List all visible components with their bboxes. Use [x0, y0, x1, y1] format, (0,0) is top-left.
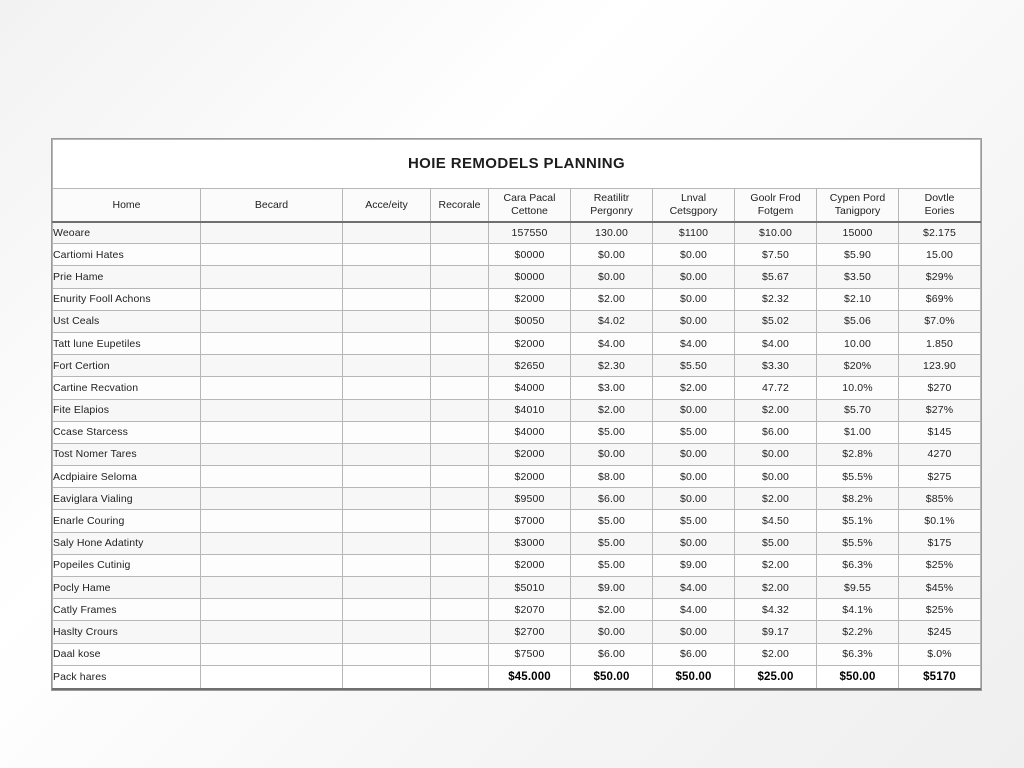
column-header-c4[interactable]	[735, 189, 817, 222]
cell-value[interactable]: $2.10	[817, 288, 899, 310]
column-header-row	[53, 189, 981, 222]
cell-value[interactable]: 10.0%	[817, 377, 899, 399]
cell-value[interactable]: $2.00	[571, 599, 653, 621]
cell-value[interactable]: $5170	[899, 665, 981, 689]
table-row[interactable]	[53, 288, 981, 310]
column-header-home[interactable]	[53, 189, 201, 222]
cell-value[interactable]: $4.00	[571, 332, 653, 354]
table-row[interactable]	[53, 443, 981, 465]
cell-value[interactable]: $2000	[489, 332, 571, 354]
column-header-c1[interactable]	[489, 189, 571, 222]
cell-value[interactable]: $0.00	[653, 488, 735, 510]
cell-value[interactable]: $5.02	[735, 310, 817, 332]
cell-value[interactable]: $2000	[489, 554, 571, 576]
cell-record[interactable]	[201, 510, 343, 532]
cell-value[interactable]: $5.00	[735, 532, 817, 554]
cell-value[interactable]: $4.00	[735, 332, 817, 354]
cell-accel[interactable]	[343, 488, 431, 510]
cell-value[interactable]: $6.00	[571, 488, 653, 510]
cell-record[interactable]	[201, 577, 343, 599]
cell-value[interactable]: $3.00	[571, 377, 653, 399]
cell-value[interactable]: $7000	[489, 510, 571, 532]
column-header-sublabel: Cettone	[511, 204, 548, 217]
cell-record[interactable]	[201, 665, 343, 689]
cell-value[interactable]: $8.2%	[817, 488, 899, 510]
cell-record[interactable]	[201, 266, 343, 288]
column-header-label: Lnval	[680, 192, 707, 205]
cell-value[interactable]: $0.00	[571, 443, 653, 465]
column-header-accel[interactable]	[343, 189, 431, 222]
cell-value[interactable]: $5.67	[735, 266, 817, 288]
row-label-cell[interactable]: Ccase Starcess	[53, 421, 201, 443]
table-row[interactable]	[53, 510, 981, 532]
cell-recor[interactable]	[431, 244, 489, 266]
cell-accel[interactable]	[343, 288, 431, 310]
table-row[interactable]	[53, 421, 981, 443]
column-header-c3[interactable]	[653, 189, 735, 222]
cell-value[interactable]: $6.3%	[817, 643, 899, 665]
cell-value[interactable]: $2000	[489, 466, 571, 488]
cell-value[interactable]: $2.00	[571, 399, 653, 421]
cell-value[interactable]: $2000	[489, 288, 571, 310]
cell-value[interactable]: $25%	[899, 599, 981, 621]
table-row[interactable]	[53, 399, 981, 421]
column-header-label: Acce/eity	[365, 198, 408, 211]
cell-value[interactable]: $0.00	[653, 443, 735, 465]
cell-value[interactable]: $9.00	[653, 554, 735, 576]
cell-value[interactable]: $0.00	[653, 310, 735, 332]
cell-value[interactable]: $29%	[899, 266, 981, 288]
cell-record[interactable]	[201, 599, 343, 621]
cell-record[interactable]	[201, 222, 343, 244]
cell-value[interactable]: $4000	[489, 377, 571, 399]
cell-record[interactable]	[201, 377, 343, 399]
cell-value[interactable]: $0.00	[653, 466, 735, 488]
cell-accel[interactable]	[343, 554, 431, 576]
cell-accel[interactable]	[343, 532, 431, 554]
cell-value[interactable]: $9.00	[571, 577, 653, 599]
cell-accel[interactable]	[343, 244, 431, 266]
page-title: HOIE REMODELS PLANNING	[407, 155, 626, 172]
cell-value[interactable]: $5010	[489, 577, 571, 599]
cell-value[interactable]: $25%	[899, 554, 981, 576]
cell-record[interactable]	[201, 466, 343, 488]
cell-accel[interactable]	[343, 399, 431, 421]
cell-record[interactable]	[201, 554, 343, 576]
cell-value[interactable]: $4.50	[735, 510, 817, 532]
column-header-record[interactable]	[201, 189, 343, 222]
column-header-label: Dovtle	[924, 192, 955, 205]
cell-value[interactable]: $2000	[489, 443, 571, 465]
cell-value[interactable]: $.0%	[899, 643, 981, 665]
cell-value[interactable]: $270	[899, 377, 981, 399]
cell-accel[interactable]	[343, 222, 431, 244]
cell-accel[interactable]	[343, 665, 431, 689]
cell-record[interactable]	[201, 244, 343, 266]
row-label-cell[interactable]: Weoare	[53, 222, 201, 244]
row-label-cell[interactable]: Catly Frames	[53, 599, 201, 621]
cell-value[interactable]: $5.5%	[817, 466, 899, 488]
cell-accel[interactable]	[343, 643, 431, 665]
cell-value[interactable]: $4.00	[653, 599, 735, 621]
cell-recor[interactable]	[431, 643, 489, 665]
column-header-label: Reatilitr	[593, 192, 630, 205]
cell-value[interactable]: $4010	[489, 399, 571, 421]
table-row[interactable]	[53, 332, 981, 354]
column-header-label: Cypen Pord	[829, 192, 886, 205]
cell-value[interactable]: $69%	[899, 288, 981, 310]
cell-value[interactable]: $2.175	[899, 222, 981, 244]
cell-value[interactable]: $50.00	[571, 665, 653, 689]
table-row[interactable]	[53, 621, 981, 643]
cell-recor[interactable]	[431, 665, 489, 689]
cell-recor[interactable]	[431, 554, 489, 576]
cell-recor[interactable]	[431, 332, 489, 354]
cell-value[interactable]: 47.72	[735, 377, 817, 399]
table-row[interactable]	[53, 554, 981, 576]
cell-value[interactable]: $0.00	[735, 443, 817, 465]
table-row[interactable]	[53, 599, 981, 621]
cell-accel[interactable]	[343, 355, 431, 377]
column-header-label: Becard	[254, 198, 289, 211]
column-header-sublabel: Pergonry	[590, 204, 633, 217]
row-label-cell[interactable]: Tost Nomer Tares	[53, 443, 201, 465]
cell-recor[interactable]	[431, 488, 489, 510]
cell-accel[interactable]	[343, 443, 431, 465]
row-label-cell[interactable]: Tatt lune Eupetiles	[53, 332, 201, 354]
cell-value[interactable]: $4.00	[653, 332, 735, 354]
row-label-cell[interactable]: Cartine Recvation	[53, 377, 201, 399]
cell-value[interactable]: $4000	[489, 421, 571, 443]
cell-value[interactable]: $2.00	[735, 577, 817, 599]
cell-value[interactable]: $245	[899, 621, 981, 643]
cell-value[interactable]: $5.50	[653, 355, 735, 377]
cell-recor[interactable]	[431, 310, 489, 332]
cell-value[interactable]: $2.00	[735, 488, 817, 510]
cell-record[interactable]	[201, 355, 343, 377]
row-label-cell[interactable]: Eaviglara Vialing	[53, 488, 201, 510]
cell-value[interactable]: $0.00	[735, 466, 817, 488]
row-label-cell[interactable]: Fort Certion	[53, 355, 201, 377]
cell-record[interactable]	[201, 532, 343, 554]
cell-value[interactable]: $5.90	[817, 244, 899, 266]
table-row[interactable]	[53, 310, 981, 332]
table-total-row[interactable]	[53, 665, 981, 689]
cell-value[interactable]: $7500	[489, 643, 571, 665]
cell-accel[interactable]	[343, 466, 431, 488]
table-row[interactable]	[53, 266, 981, 288]
table-row[interactable]	[53, 532, 981, 554]
cell-value[interactable]: $0.00	[653, 288, 735, 310]
cell-value[interactable]: $0000	[489, 244, 571, 266]
column-header-label: Home	[112, 198, 141, 211]
row-label-cell[interactable]: Popeiles Cutinig	[53, 554, 201, 576]
planning-table	[52, 139, 981, 690]
column-header-sublabel: Eories	[924, 204, 955, 217]
cell-value[interactable]: $5.00	[571, 554, 653, 576]
cell-value[interactable]: $5.00	[571, 532, 653, 554]
cell-value[interactable]: $6.00	[653, 643, 735, 665]
column-header-label: Goolr Frod	[750, 192, 801, 205]
cell-value[interactable]: $0.00	[571, 266, 653, 288]
cell-value[interactable]: $45.000	[489, 665, 571, 689]
cell-value[interactable]: $9.55	[817, 577, 899, 599]
cell-value[interactable]: $2.00	[735, 643, 817, 665]
cell-value[interactable]: $5.06	[817, 310, 899, 332]
cell-accel[interactable]	[343, 421, 431, 443]
cell-value[interactable]: 15.00	[899, 244, 981, 266]
cell-value[interactable]: $5.00	[653, 510, 735, 532]
cell-value[interactable]: 4270	[899, 443, 981, 465]
cell-value[interactable]: $0000	[489, 266, 571, 288]
cell-value[interactable]: $9.17	[735, 621, 817, 643]
cell-record[interactable]	[201, 310, 343, 332]
cell-value[interactable]: $5.00	[653, 421, 735, 443]
column-header-c5[interactable]	[817, 189, 899, 222]
column-header-label: Recorale	[438, 198, 481, 211]
cell-value[interactable]: $7.50	[735, 244, 817, 266]
cell-value[interactable]: 15000	[817, 222, 899, 244]
row-label-cell[interactable]: Haslty Crours	[53, 621, 201, 643]
cell-value[interactable]: $0050	[489, 310, 571, 332]
cell-accel[interactable]	[343, 332, 431, 354]
cell-value[interactable]: $10.00	[735, 222, 817, 244]
cell-value[interactable]: $2700	[489, 621, 571, 643]
row-label-cell[interactable]: Ust Ceals	[53, 310, 201, 332]
cell-value[interactable]: $25.00	[735, 665, 817, 689]
cell-value[interactable]: 10.00	[817, 332, 899, 354]
cell-value[interactable]: $275	[899, 466, 981, 488]
cell-value[interactable]: $4.32	[735, 599, 817, 621]
title-row	[53, 140, 981, 189]
cell-value[interactable]: $0.00	[653, 266, 735, 288]
cell-value[interactable]: 1.850	[899, 332, 981, 354]
cell-value[interactable]: $85%	[899, 488, 981, 510]
cell-value[interactable]: $5.5%	[817, 532, 899, 554]
cell-recor[interactable]	[431, 532, 489, 554]
cell-value[interactable]: $6.00	[571, 643, 653, 665]
cell-recor[interactable]	[431, 421, 489, 443]
cell-recor[interactable]	[431, 466, 489, 488]
cell-value[interactable]: $2.00	[735, 554, 817, 576]
cell-record[interactable]	[201, 488, 343, 510]
cell-recor[interactable]	[431, 510, 489, 532]
spreadsheet-container	[52, 139, 980, 683]
cell-value[interactable]: $1.00	[817, 421, 899, 443]
cell-value[interactable]: $5.1%	[817, 510, 899, 532]
cell-value[interactable]: $145	[899, 421, 981, 443]
table-row[interactable]	[53, 377, 981, 399]
row-label-cell[interactable]: Daal kose	[53, 643, 201, 665]
cell-value[interactable]: $5.00	[571, 510, 653, 532]
row-label-cell[interactable]: Enurity Fooll Achons	[53, 288, 201, 310]
cell-value[interactable]: $0.00	[653, 532, 735, 554]
row-label-cell[interactable]: Saly Hone Adatinty	[53, 532, 201, 554]
column-header-c2[interactable]	[571, 189, 653, 222]
cell-value[interactable]: $0.00	[653, 621, 735, 643]
row-label-cell[interactable]: Pack hares	[53, 665, 201, 689]
cell-value[interactable]: $5.00	[571, 421, 653, 443]
cell-recor[interactable]	[431, 599, 489, 621]
cell-value[interactable]: $6.3%	[817, 554, 899, 576]
cell-accel[interactable]	[343, 377, 431, 399]
cell-recor[interactable]	[431, 443, 489, 465]
cell-accel[interactable]	[343, 266, 431, 288]
title-cell	[53, 140, 981, 189]
cell-recor[interactable]	[431, 288, 489, 310]
column-header-sublabel: Fotgem	[757, 204, 794, 217]
cell-value[interactable]: $0.00	[653, 399, 735, 421]
cell-value[interactable]: $0.1%	[899, 510, 981, 532]
table-row[interactable]	[53, 488, 981, 510]
row-label-cell[interactable]: Fite Elapios	[53, 399, 201, 421]
cell-record[interactable]	[201, 332, 343, 354]
table-row[interactable]	[53, 466, 981, 488]
cell-value[interactable]: $27%	[899, 399, 981, 421]
table-row[interactable]	[53, 355, 981, 377]
cell-value[interactable]: $2.00	[653, 377, 735, 399]
cell-value[interactable]: $8.00	[571, 466, 653, 488]
column-header-recor[interactable]	[431, 189, 489, 222]
column-header-sublabel: Cetsgpory	[669, 204, 718, 217]
column-header-label: Cara Pacal	[503, 192, 556, 205]
cell-value[interactable]: $45%	[899, 577, 981, 599]
table-row[interactable]	[53, 643, 981, 665]
row-label-cell[interactable]: Pocly Hame	[53, 577, 201, 599]
cell-accel[interactable]	[343, 599, 431, 621]
cell-value[interactable]: $6.00	[735, 421, 817, 443]
cell-value[interactable]: $2.8%	[817, 443, 899, 465]
cell-recor[interactable]	[431, 355, 489, 377]
cell-record[interactable]	[201, 621, 343, 643]
table-row[interactable]	[53, 244, 981, 266]
cell-value[interactable]: $2.2%	[817, 621, 899, 643]
cell-value[interactable]: $2650	[489, 355, 571, 377]
cell-value[interactable]: $175	[899, 532, 981, 554]
table-row[interactable]	[53, 222, 981, 244]
row-label-cell[interactable]: Acdpiaire Seloma	[53, 466, 201, 488]
cell-recor[interactable]	[431, 577, 489, 599]
cell-value[interactable]: $2.30	[571, 355, 653, 377]
cell-value[interactable]: $2.00	[571, 288, 653, 310]
cell-recor[interactable]	[431, 266, 489, 288]
row-label-cell[interactable]: Prie Hame	[53, 266, 201, 288]
cell-record[interactable]	[201, 288, 343, 310]
cell-recor[interactable]	[431, 621, 489, 643]
cell-value[interactable]: $4.00	[653, 577, 735, 599]
cell-record[interactable]	[201, 643, 343, 665]
cell-value[interactable]: $0.00	[571, 244, 653, 266]
cell-value[interactable]: $5.70	[817, 399, 899, 421]
cell-value[interactable]: 157550	[489, 222, 571, 244]
column-header-sublabel: Tanigpory	[834, 204, 881, 217]
cell-value[interactable]: $2.32	[735, 288, 817, 310]
cell-record[interactable]	[201, 443, 343, 465]
cell-value[interactable]: $50.00	[817, 665, 899, 689]
cell-record[interactable]	[201, 399, 343, 421]
cell-accel[interactable]	[343, 577, 431, 599]
row-label-cell[interactable]: Cartiomi Hates	[53, 244, 201, 266]
cell-value[interactable]: $3.50	[817, 266, 899, 288]
cell-value[interactable]: 130.00	[571, 222, 653, 244]
cell-value[interactable]: $0.00	[653, 244, 735, 266]
cell-value[interactable]: $3.30	[735, 355, 817, 377]
column-header-c6[interactable]	[899, 189, 981, 222]
cell-value[interactable]: $9500	[489, 488, 571, 510]
cell-accel[interactable]	[343, 510, 431, 532]
cell-accel[interactable]	[343, 621, 431, 643]
cell-value[interactable]: $4.1%	[817, 599, 899, 621]
cell-value[interactable]: $2.00	[735, 399, 817, 421]
cell-accel[interactable]	[343, 310, 431, 332]
cell-record[interactable]	[201, 421, 343, 443]
cell-recor[interactable]	[431, 377, 489, 399]
cell-value[interactable]: 123.90	[899, 355, 981, 377]
cell-value[interactable]: $50.00	[653, 665, 735, 689]
cell-value[interactable]: $3000	[489, 532, 571, 554]
cell-value[interactable]: $4.02	[571, 310, 653, 332]
cell-recor[interactable]	[431, 222, 489, 244]
cell-value[interactable]: $20%	[817, 355, 899, 377]
cell-value[interactable]: $1100	[653, 222, 735, 244]
cell-recor[interactable]	[431, 399, 489, 421]
table-row[interactable]	[53, 577, 981, 599]
cell-value[interactable]: $2070	[489, 599, 571, 621]
row-label-cell[interactable]: Enarle Couring	[53, 510, 201, 532]
cell-value[interactable]: $0.00	[571, 621, 653, 643]
cell-value[interactable]: $7.0%	[899, 310, 981, 332]
